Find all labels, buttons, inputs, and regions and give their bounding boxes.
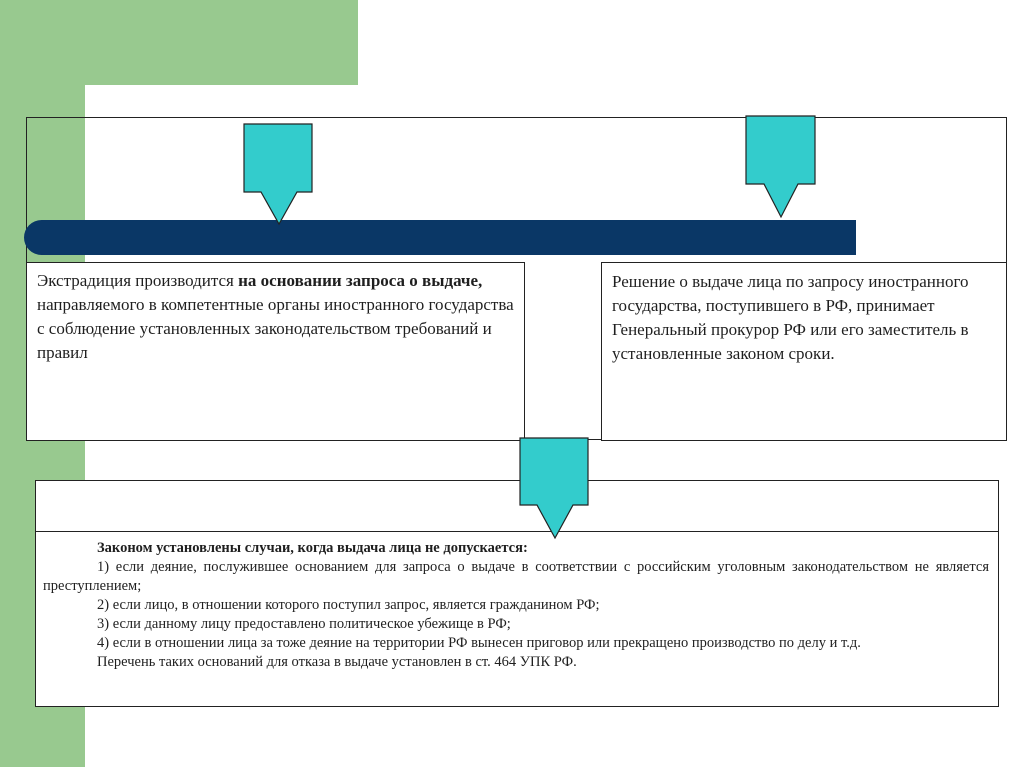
timeline-bar: [24, 220, 856, 255]
exceptions-footer: Перечень таких оснований для отказа в выдаче установлен в ст. 464 УПК РФ.: [97, 654, 577, 670]
extradition-text-start: Экстрадиция производится: [37, 271, 239, 290]
exceptions-text: [43, 539, 989, 672]
exception-item-4: 4) если в отношении лица за тоже деяние на территории РФ вынесен приговор или прекращено производство по делу и т.д.: [97, 635, 861, 651]
background-green-top: [0, 0, 358, 85]
decision-text: Решение о выдаче лица по запросу иностранного государства, поступившего в РФ, принимает Генеральный прокурор РФ или его заместитель в установленные законом сроки.: [612, 272, 969, 363]
exception-item-3: 3) если данному лицу предоставлено политическое убежище в РФ;: [97, 616, 511, 632]
exceptions-divider: [35, 531, 999, 532]
exceptions-heading: Законом установлены случаи, когда выдача лица не допускается:: [97, 540, 528, 556]
extradition-basis-box: [26, 262, 525, 441]
exception-item-2: 2) если лицо, в отношении которого поступил запрос, является гражданином РФ;: [97, 597, 600, 613]
extradition-text-bold: на основании запроса о выдаче,: [238, 271, 483, 290]
extradition-text-end: направляемого в компетентные органы иностранного государства с соблюдение установленных законодательством требований и правил: [37, 295, 514, 362]
down-arrow-left-icon: [242, 123, 316, 227]
down-arrow-right-icon: [745, 115, 817, 221]
down-arrow-center-icon: [518, 437, 592, 541]
decision-box: [601, 262, 1007, 441]
exception-item-1: 1) если деяние, послужившее основанием для запроса о выдаче в соответствии с российским уголовным законодательством не является преступлением;: [43, 559, 989, 594]
